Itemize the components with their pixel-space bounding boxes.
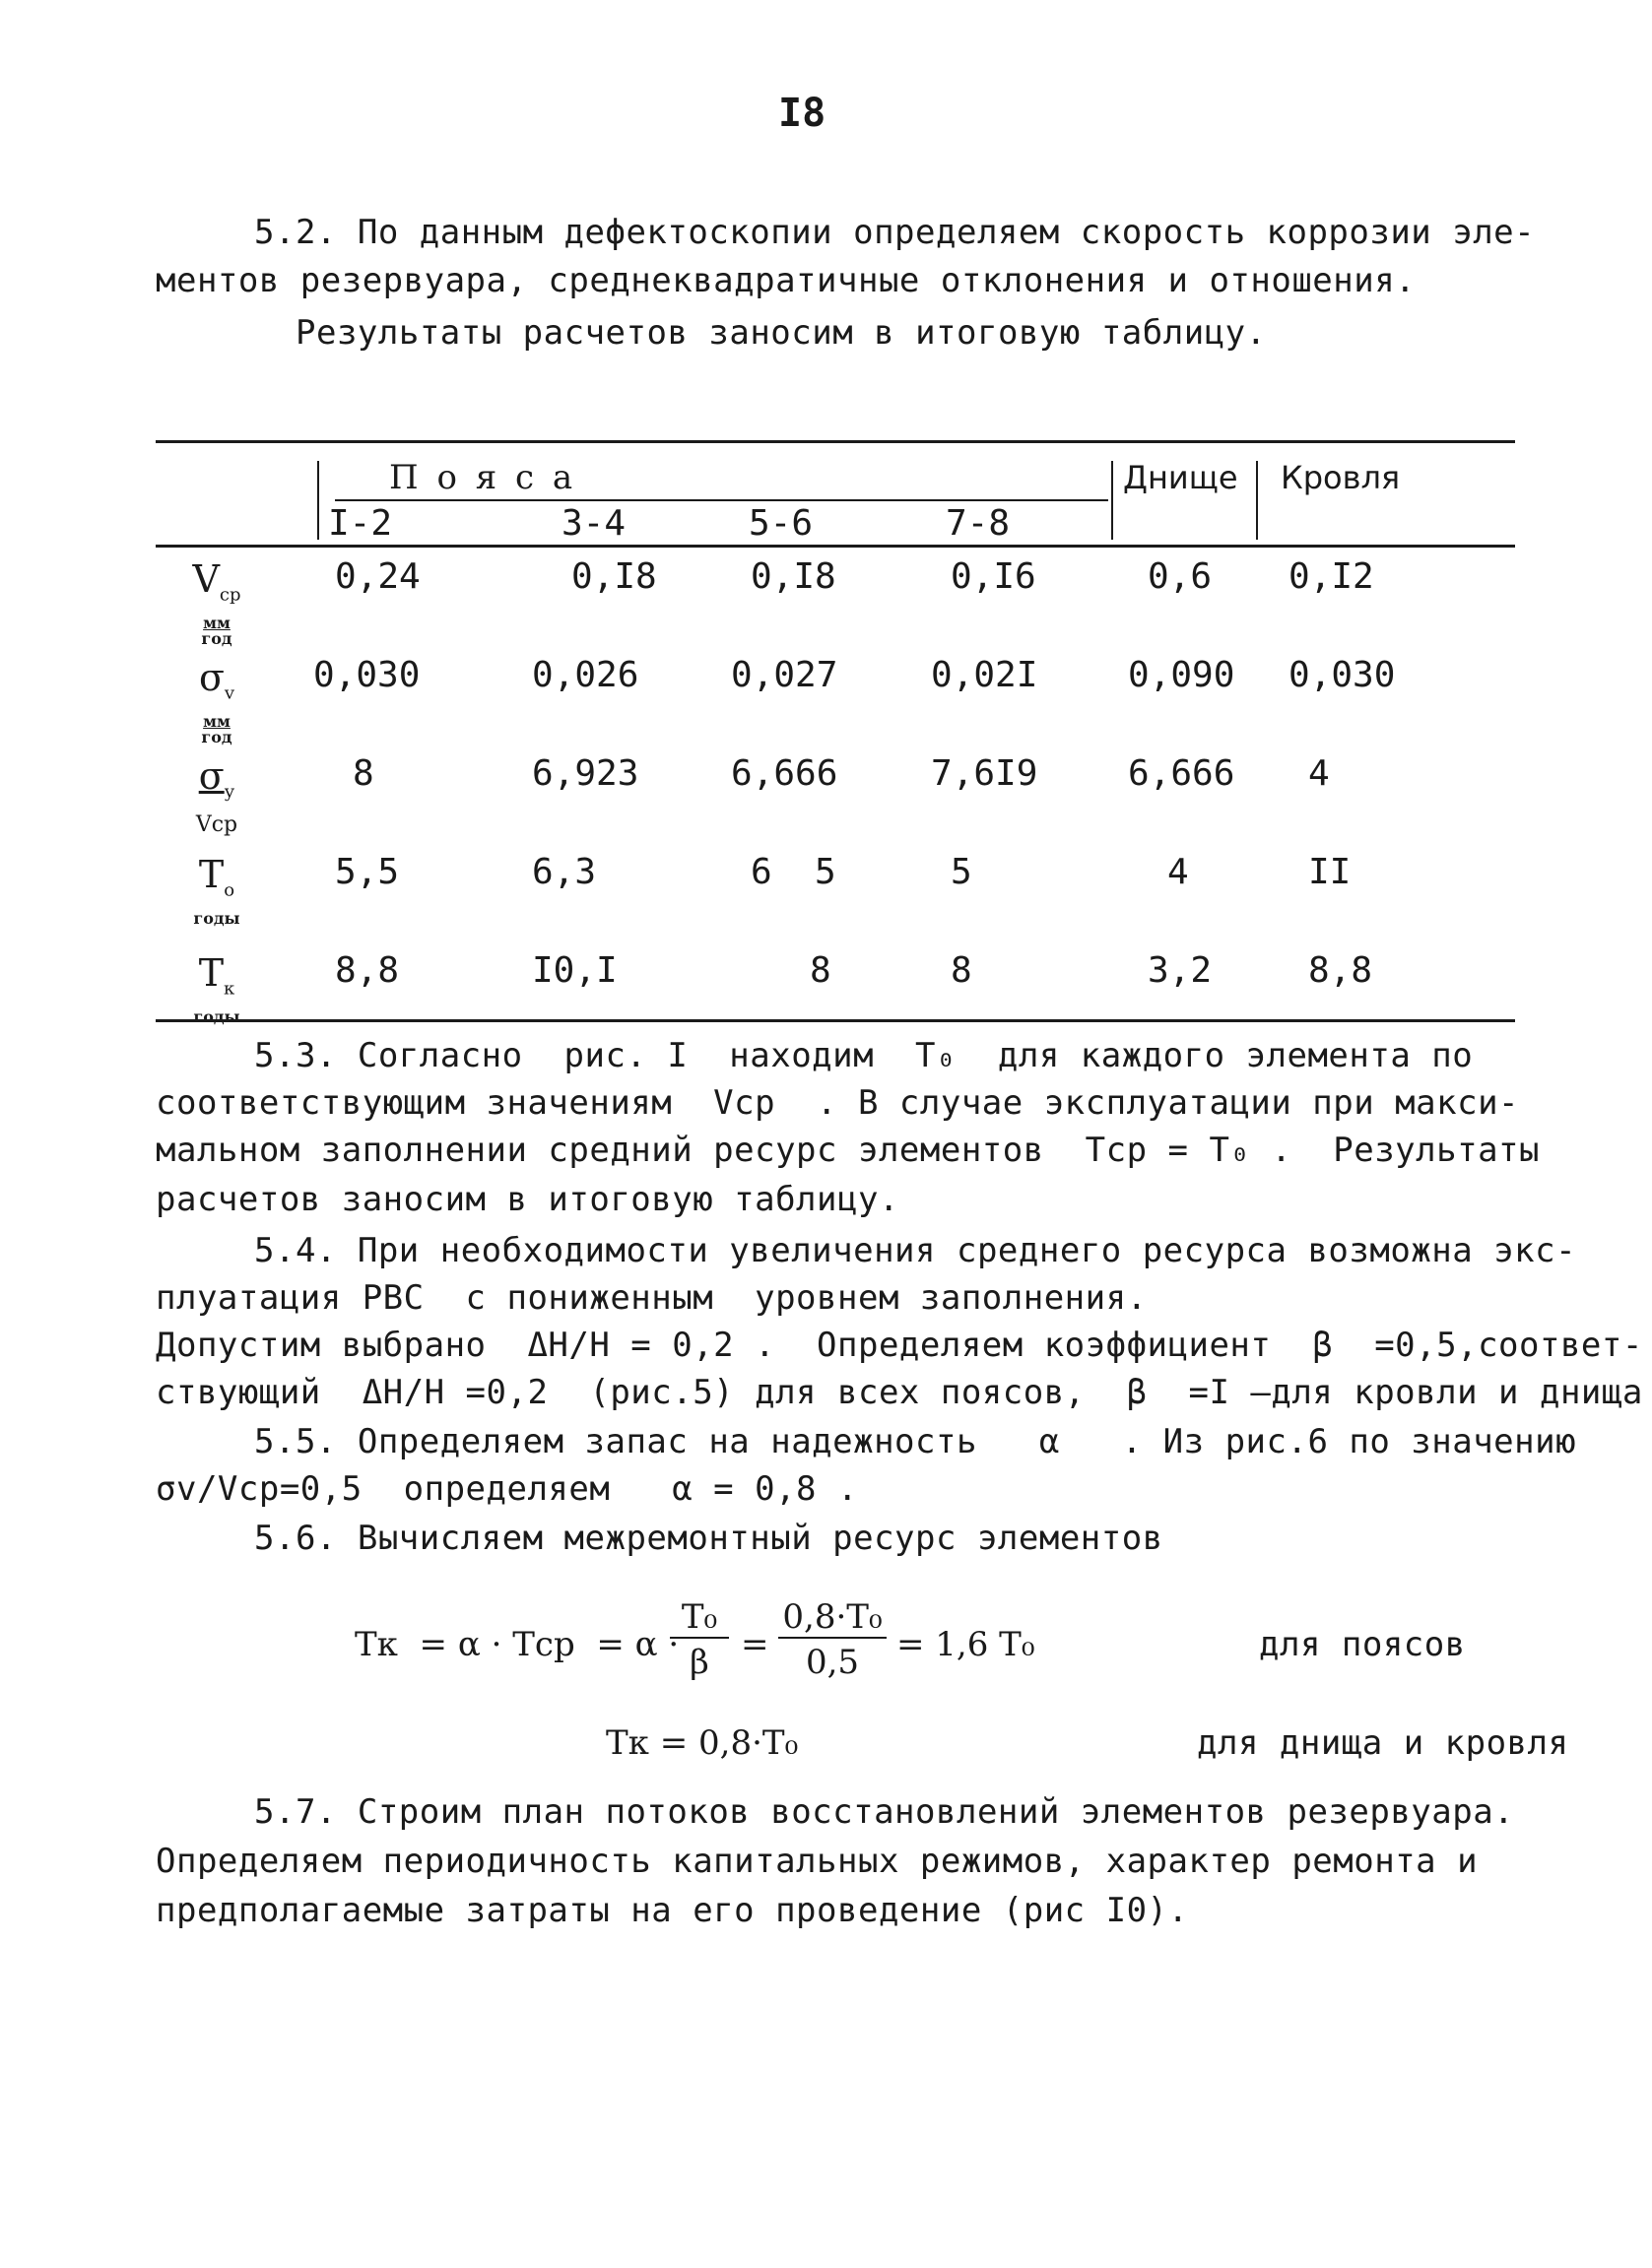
row-label-sigma-v: $\sigma_v$ мм год [198,656,235,746]
table-cell: 0,090 [1128,655,1235,695]
table-cell: 0,I6 [951,556,1036,597]
table-cell: 0,030 [1289,655,1396,695]
col-header-bottom: Днище [1123,459,1238,496]
table-cell: 8,8 [335,950,400,991]
table-cell: II [1308,852,1352,892]
table-top-rule [156,440,1515,443]
formula-note: для поясов [1259,1625,1466,1664]
page-number: I8 [778,91,826,136]
header-separator [317,461,319,540]
table-cell: 0,02I [931,655,1038,695]
fraction-1-numerator: T₀ [670,1597,729,1639]
row-label-tk: $T_к$ годы [193,951,240,1026]
fraction-2-denominator: 0,5 [805,1643,860,1682]
header-separator [1111,461,1113,540]
text-line: плуатация РВС с пониженным уровнем заполнения. [156,1278,1148,1318]
table-cell: 0,030 [313,655,421,695]
table-cell: 0,026 [532,655,639,695]
formula-lhs: Tк = α · Tср = α · [355,1625,680,1664]
formula-note: для днища и кровля [1197,1723,1569,1763]
text-line: Допустим выбрано ΔH/H = 0,2 . Определяем коэффициент β =0,5,соответ- [156,1326,1643,1365]
text-line: мальном заполнении средний ресурс элементов Tср = T₀ . Результаты [156,1131,1540,1170]
text-line: расчетов заносим в итоговую таблицу. [156,1180,899,1219]
table-cell: 0,I8 [571,556,657,597]
header-separator [1256,461,1258,540]
formula-rhs: = 1,6 T₀ [896,1625,1035,1664]
para-5-2-line-2: ментов резервуара, среднеквадратичные отклонения и отношения. [156,261,1417,300]
text-line: σv/Vср=0,5 определяем α = 0,8 . [156,1469,858,1509]
col-header: 3-4 [562,503,627,544]
text-line: 5.3. Согласно рис. I находим T₀ для каждого элемента по [254,1036,1474,1075]
para-5-7-line-3: предполагаемые затраты на его проведение (рис I0). [156,1891,1189,1930]
table-cell: 5,5 [335,852,400,892]
para-5-2-line-3: Результаты расчетов заносим в итоговую таблицу. [296,313,1267,353]
col-header-roof: Кровля [1281,459,1401,496]
row-label-sigma-ratio: $\sigma_у$ Vср [195,754,238,837]
table-cell: 8 [810,950,831,991]
table-bottom-rule [156,1019,1515,1022]
group-header: П о я с а [389,458,577,497]
formula-expr: Tк = 0,8·T₀ [606,1723,799,1763]
header-bottom-rule [156,545,1515,548]
row-label-t0: $T_о$ годы [193,853,240,928]
table-cell: 0,027 [731,655,838,695]
col-header: 5-6 [749,503,814,544]
table-cell: 4 [1308,753,1330,794]
table-cell: 6,666 [731,753,838,794]
text-line: соответствующим значениям Vср . В случае эксплуатации при макси- [156,1083,1520,1123]
table-cell: I0,I [532,950,618,991]
table-cell: 5 [951,852,972,892]
table-cell: 0,I2 [1289,556,1374,597]
text-line: ствующий ΔH/H =0,2 (рис.5) для всех поясов, β =I —для кровли и днища [156,1373,1643,1412]
text-line: 5.5. Определяем запас на надежность α . Из рис.6 по значению [254,1422,1577,1461]
table-cell: 0,24 [335,556,421,597]
para-5-2-line-1: 5.2. По данным дефектоскопии определяем скорость коррозии эле- [254,213,1536,252]
table-cell: 8 [353,753,374,794]
table-cell: 3,2 [1148,950,1213,991]
table-cell: 0,I8 [751,556,836,597]
fraction-1-denominator: β [690,1643,709,1682]
table-cell: 7,6I9 [931,753,1038,794]
text-line: 5.6. Вычисляем межремонтный ресурс элементов [254,1519,1163,1558]
group-header-underline [335,499,1108,501]
fraction-2-numerator: 0,8·T₀ [778,1597,887,1639]
para-5-7-line-1: 5.7. Строим план потоков восстановлений элементов резервуара. [254,1792,1515,1832]
para-5-7-line-2: Определяем периодичность капитальных режимов, характер ремонта и [156,1842,1479,1881]
formula-eq: = [741,1625,769,1664]
text-line: 5.4. При необходимости увеличения среднего ресурса возможна экс- [254,1231,1577,1270]
table-cell: 6,666 [1128,753,1235,794]
table-cell: 6,3 [532,852,597,892]
col-header: I-2 [328,503,393,544]
table-cell: 6,923 [532,753,639,794]
row-label-vcp: $V_{ср}$ мм год [192,557,241,648]
table-cell: 6 5 [751,852,836,892]
table-cell: 8,8 [1308,950,1373,991]
col-header: 7-8 [946,503,1011,544]
table-cell: 8 [951,950,972,991]
table-cell: 4 [1167,852,1189,892]
table-cell: 0,6 [1148,556,1213,597]
